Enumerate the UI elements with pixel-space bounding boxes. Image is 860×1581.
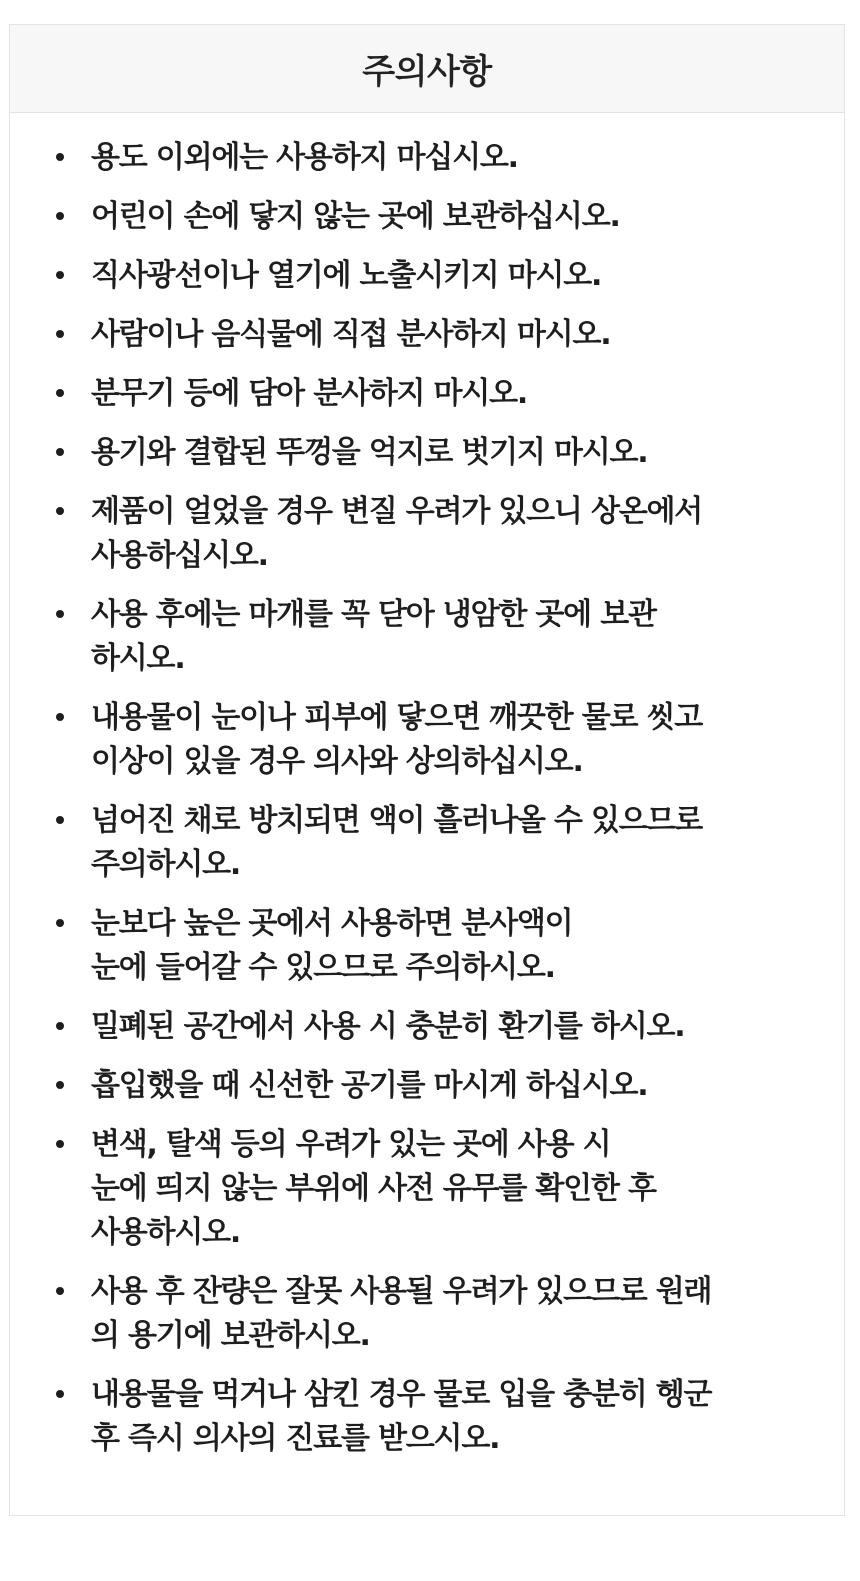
precaution-text: 내용물을 먹거나 삼킨 경우 물로 입을 충분히 헹군: [91, 1377, 712, 1412]
precaution-text: 사용 후에는 마개를 꼭 닫아 냉암한 곳에 보관: [91, 597, 656, 632]
bullet-icon: [56, 389, 64, 397]
bullet-icon: [56, 212, 64, 220]
bullet-icon: [56, 330, 64, 338]
panel-title: 주의사항: [362, 52, 492, 92]
bullet-icon: [56, 816, 64, 824]
precautions-panel: [9, 24, 845, 1516]
bullet-icon: [56, 448, 64, 456]
precaution-text: 의 용기에 보관하시오.: [91, 1318, 370, 1353]
precaution-item: [10, 1123, 844, 1255]
bullet-icon: [56, 1390, 64, 1398]
precaution-text: 직사광선이나 열기에 노출시키지 마시오.: [91, 258, 602, 293]
precaution-item: [10, 1270, 844, 1358]
precaution-text: 밀폐된 공간에서 사용 시 충분히 환기를 하시오.: [91, 1009, 685, 1044]
bullet-icon: [56, 713, 64, 721]
precaution-text: 후 즉시 의사의 진료를 받으시오.: [91, 1421, 500, 1456]
precaution-item: [10, 372, 844, 416]
precaution-item: [10, 799, 844, 887]
precaution-item: [10, 254, 844, 298]
precaution-text: 넘어진 채로 방치되면 액이 흘러나올 수 있으므로: [91, 803, 703, 838]
precaution-item: [10, 490, 844, 578]
panel-header: [10, 25, 844, 113]
bullet-icon: [56, 1022, 64, 1030]
bullet-icon: [56, 610, 64, 618]
precaution-text: 눈에 들어갈 수 있으므로 주의하시오.: [91, 950, 555, 985]
precaution-item: [10, 902, 844, 990]
precaution-text: 주의하시오.: [91, 847, 241, 882]
precaution-text: 용도 이외에는 사용하지 마십시오.: [91, 140, 518, 175]
precaution-item: [10, 313, 844, 357]
precaution-item: [10, 1064, 844, 1108]
precaution-text: 흡입했을 때 신선한 공기를 마시게 하십시오.: [91, 1068, 648, 1103]
precaution-text: 눈에 띄지 않는 부위에 사전 유무를 확인한 후: [91, 1171, 656, 1206]
precaution-text: 이상이 있을 경우 의사와 상의하십시오.: [91, 744, 583, 779]
bullet-icon: [56, 271, 64, 279]
precaution-text: 사용하시오.: [91, 1215, 241, 1250]
bullet-icon: [56, 153, 64, 161]
precaution-item: [10, 696, 844, 784]
bullet-icon: [56, 507, 64, 515]
precaution-text: 사용하십시오.: [91, 538, 268, 573]
precaution-text: 하시오.: [91, 641, 185, 676]
precaution-item: [10, 136, 844, 180]
precaution-text: 어린이 손에 닿지 않는 곳에 보관하십시오.: [91, 199, 620, 234]
precaution-text: 제품이 얼었을 경우 변질 우려가 있으니 상온에서: [91, 494, 703, 529]
precaution-item: [10, 593, 844, 681]
precaution-text: 내용물이 눈이나 피부에 닿으면 깨끗한 물로 씻고: [91, 700, 703, 735]
precaution-item: [10, 195, 844, 239]
precaution-text: 변색, 탈색 등의 우려가 있는 곳에 사용 시: [91, 1127, 611, 1162]
precaution-item: [10, 431, 844, 475]
precaution-text: 눈보다 높은 곳에서 사용하면 분사액이: [91, 906, 573, 941]
precaution-item: [10, 1005, 844, 1049]
precaution-text: 분무기 등에 담아 분사하지 마시오.: [91, 376, 528, 411]
precaution-text: 용기와 결합된 뚜껑을 억지로 벗기지 마시오.: [91, 435, 648, 470]
precautions-list: [10, 136, 844, 1476]
precaution-text: 사용 후 잔량은 잘못 사용될 우려가 있으므로 원래: [91, 1274, 712, 1309]
bullet-icon: [56, 919, 64, 927]
bullet-icon: [56, 1081, 64, 1089]
precaution-text: 사람이나 음식물에 직접 분사하지 마시오.: [91, 317, 611, 352]
bullet-icon: [56, 1140, 64, 1148]
precaution-item: [10, 1373, 844, 1461]
bullet-icon: [56, 1287, 64, 1295]
